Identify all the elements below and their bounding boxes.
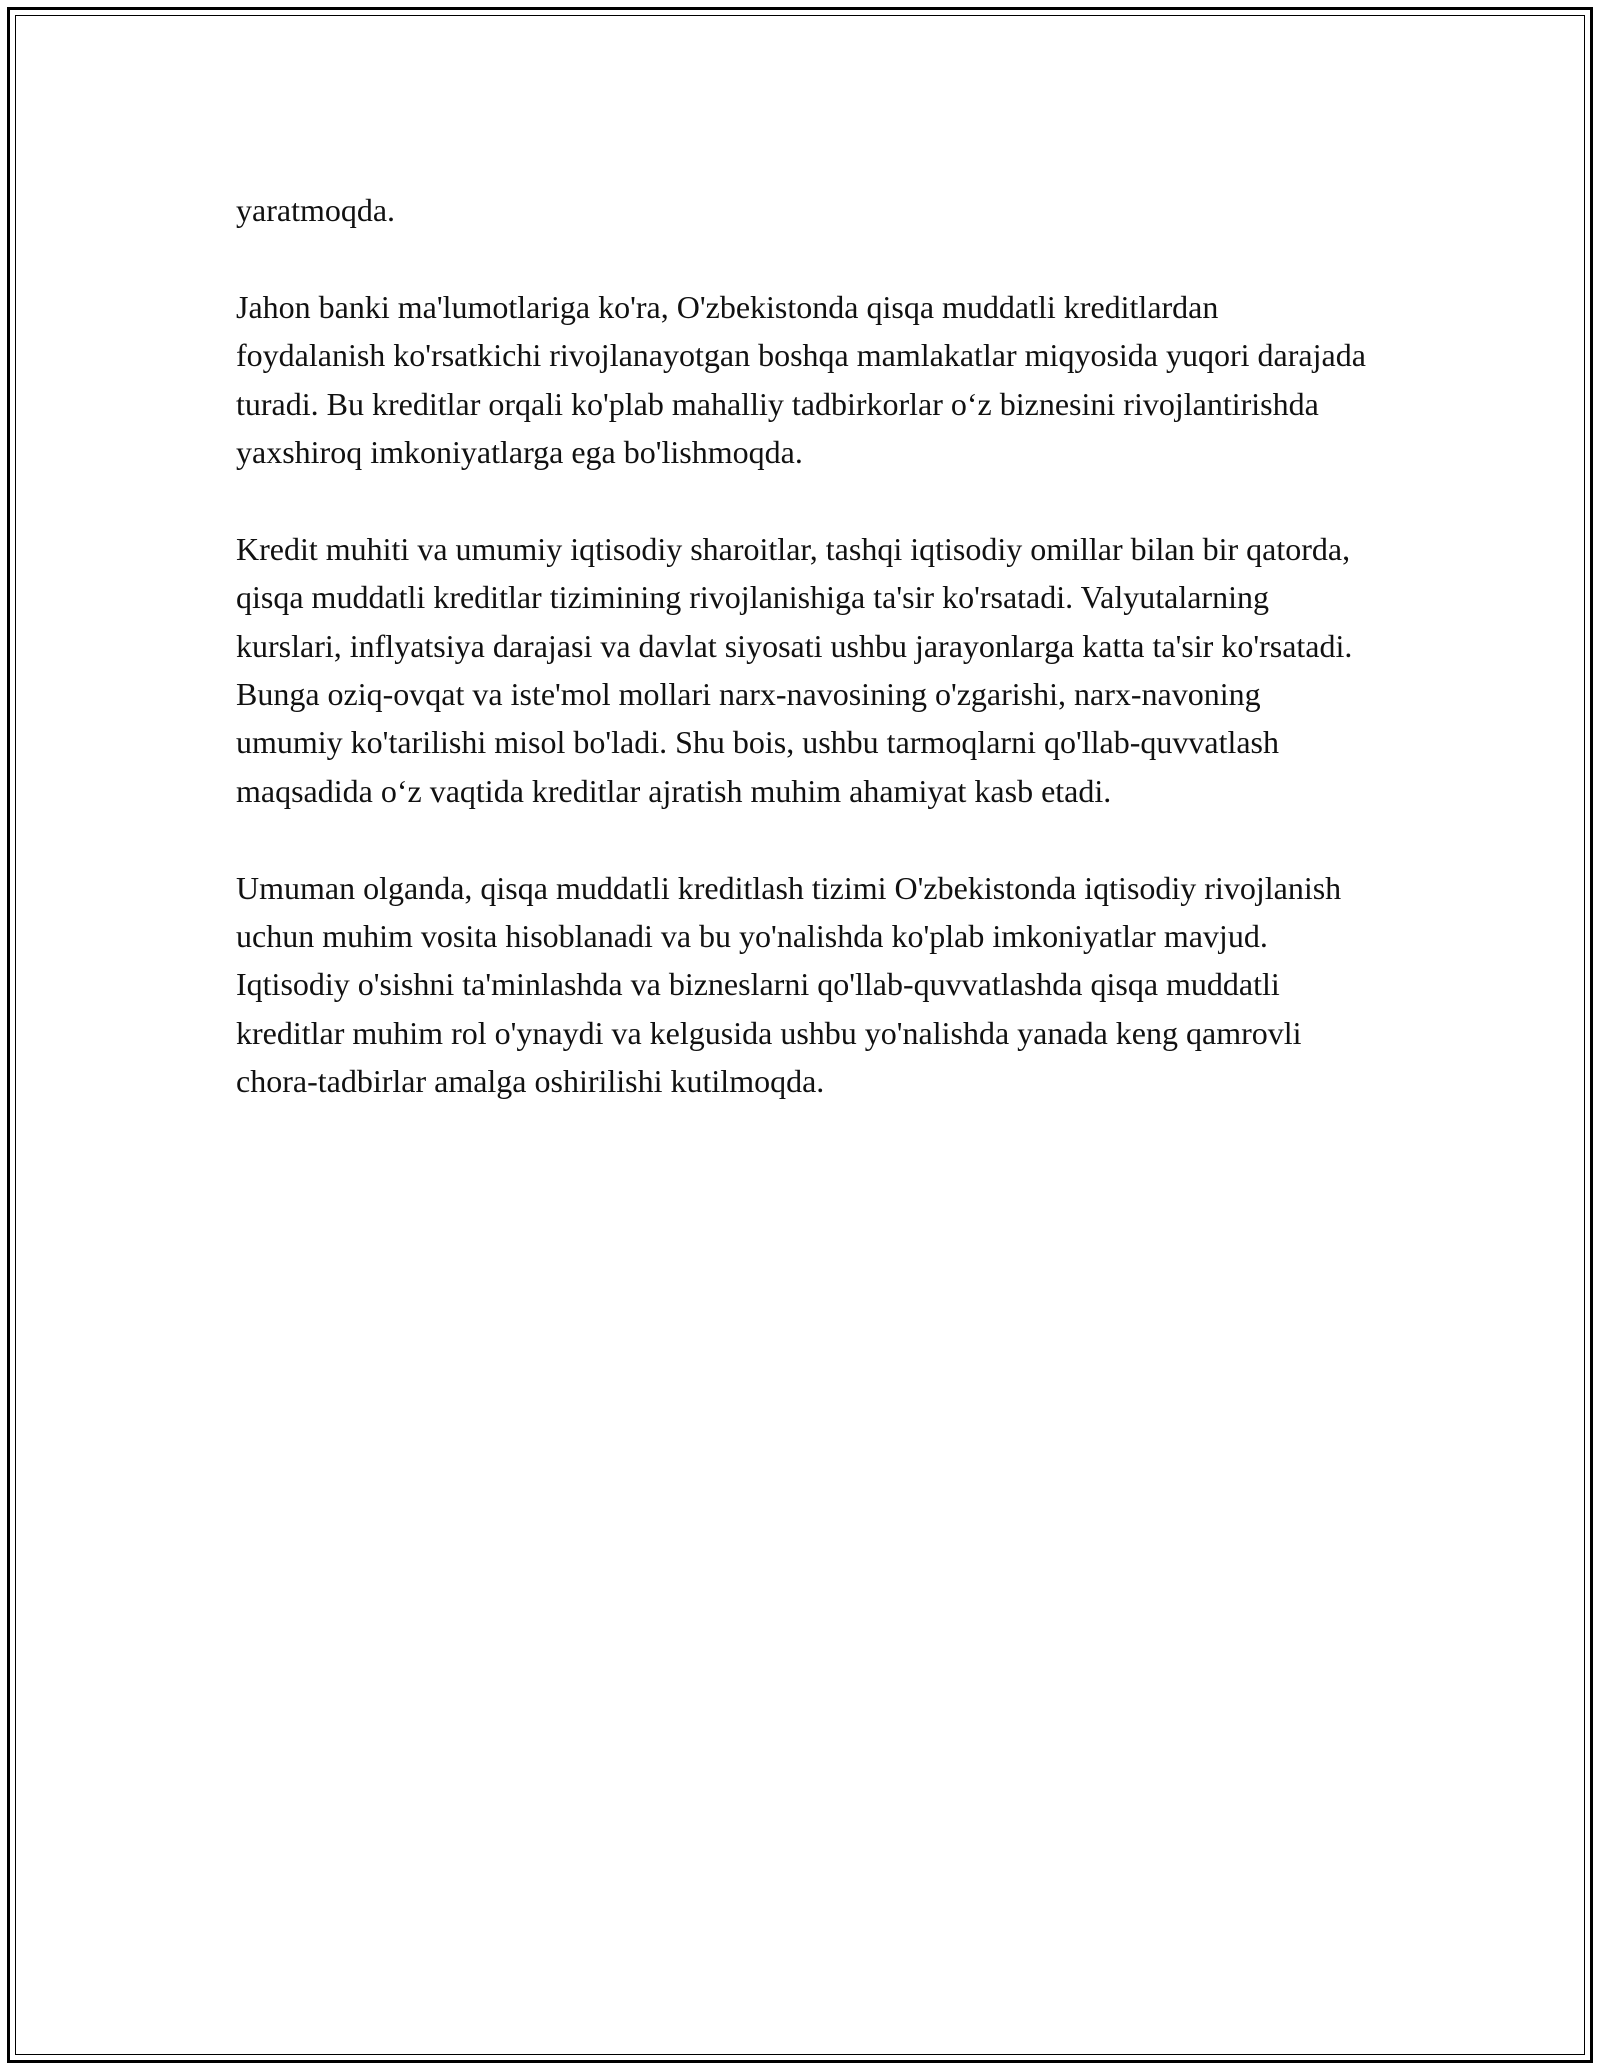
paragraph-conclusion: Umuman olganda, qisqa muddatli kreditlash tizimi O'zbekistonda iqtisodiy rivojlanish uchun muhim vosita hisoblanadi va bu yo'nalishda ko'plab imkoniyatlar mavjud. Iqtisodiy o'sishni ta'minlashda va bizneslarni qo'llab-quvvatlashda qisqa muddatli kreditlar muhim rol o'ynaydi va kelgusida ushbu yo'nalishda yanada keng qamrovli chora-tadbirlar amalga oshirilishi kutilmoqda.: [236, 869, 1342, 1100]
document-body: [236, 186, 1366, 1106]
paragraph-continuation: yaratmoqda.: [236, 192, 396, 228]
paragraph-world-bank: Jahon banki ma'lumotlariga ko'ra, O'zbekistonda qisqa muddatli kreditlardan foydalanish ko'rsatkichi rivojlanayotgan boshqa mamlakatlar miqyosida yuqori darajada turadi. Bu kreditlar orqali ko'plab mahalliy tadbirkorlar o‘z biznesini rivojlantirishda yaxshiroq imkoniyatlarga ega bo'lishmoqda.: [236, 288, 1366, 471]
paragraph-credit-environment: Kredit muhiti va umumiy iqtisodiy sharoitlar, tashqi iqtisodiy omillar bilan bir qatorda, qisqa muddatli kreditlar tizimining rivojlanishiga ta'sir ko'rsatadi. Valyutalarning kurslari, inflyatsiya darajasi va davlat siyosati ushbu jarayonlarga katta ta'sir ko'rsatadi. Bunga oziq-ovqat va iste'mol mollari narx-navosining o'zgarishi, narx-navoning umumiy ko'tarilishi misol bo'ladi. Shu bois, ushbu tarmoqlarni qo'llab-quvvatlash maqsadida o‘z vaqtida kreditlar ajratish muhim ahamiyat kasb etadi.: [236, 530, 1353, 809]
